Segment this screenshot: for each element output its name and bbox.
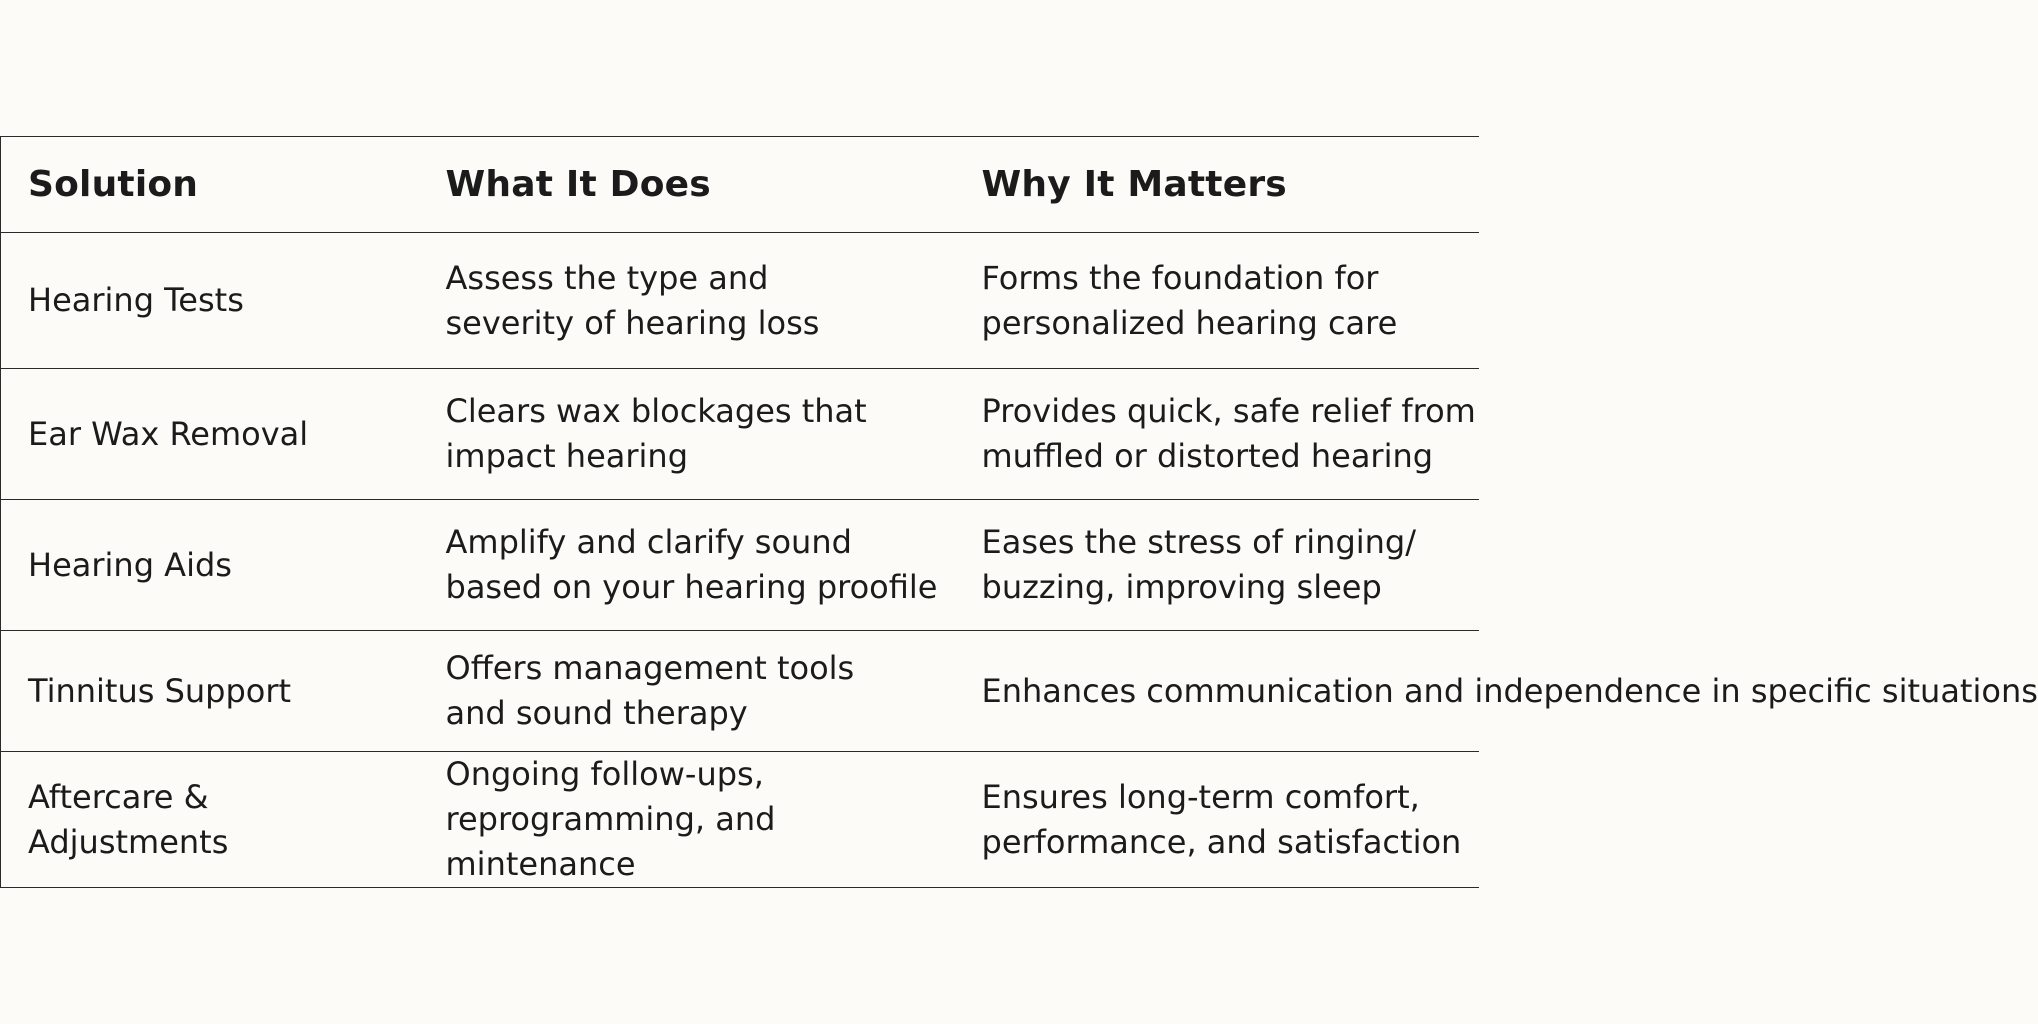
- header-solution: Solution: [1, 137, 419, 233]
- table-header-row: [1, 137, 1479, 233]
- table-row: [1, 500, 1479, 631]
- header-why-it-matters: Why It Matters: [955, 137, 1479, 233]
- solutions-table-container: [0, 136, 2038, 888]
- solution-cell: Aftercare & Adjustments: [1, 752, 419, 888]
- what-it-does-cell: Amplify and clarify sound based on your hearing proofile: [419, 500, 955, 631]
- why-it-matters-cell: Ensures long-term comfort, performance, and satisfaction: [955, 752, 1479, 888]
- why-it-matters-cell: Enhances communication and independence in specific situations: [955, 631, 1479, 752]
- why-it-matters-cell: Provides quick, safe relief from muffled or distorted hearing: [955, 369, 1479, 500]
- why-it-matters-cell: Forms the foundation for personalized hearing care: [955, 233, 1479, 369]
- solution-cell: Hearing Tests: [1, 233, 419, 369]
- what-it-does-cell: Clears wax blockages that impact hearing: [419, 369, 955, 500]
- table-row: [1, 369, 1479, 500]
- header-what-it-does: What It Does: [419, 137, 955, 233]
- what-it-does-cell: Ongoing follow-ups, reprogramming, and mintenance: [419, 752, 955, 888]
- solution-cell: Tinnitus Support: [1, 631, 419, 752]
- what-it-does-cell: Offers management tools and sound therapy: [419, 631, 955, 752]
- solution-cell: Hearing Aids: [1, 500, 419, 631]
- table-row: [1, 233, 1479, 369]
- table-row: [1, 752, 1479, 888]
- table-row: [1, 631, 1479, 752]
- why-it-matters-cell: Eases the stress of ringing/ buzzing, improving sleep: [955, 500, 1479, 631]
- solutions-table: [0, 136, 2038, 888]
- what-it-does-cell: Assess the type and severity of hearing loss: [419, 233, 955, 369]
- solution-cell: Ear Wax Removal: [1, 369, 419, 500]
